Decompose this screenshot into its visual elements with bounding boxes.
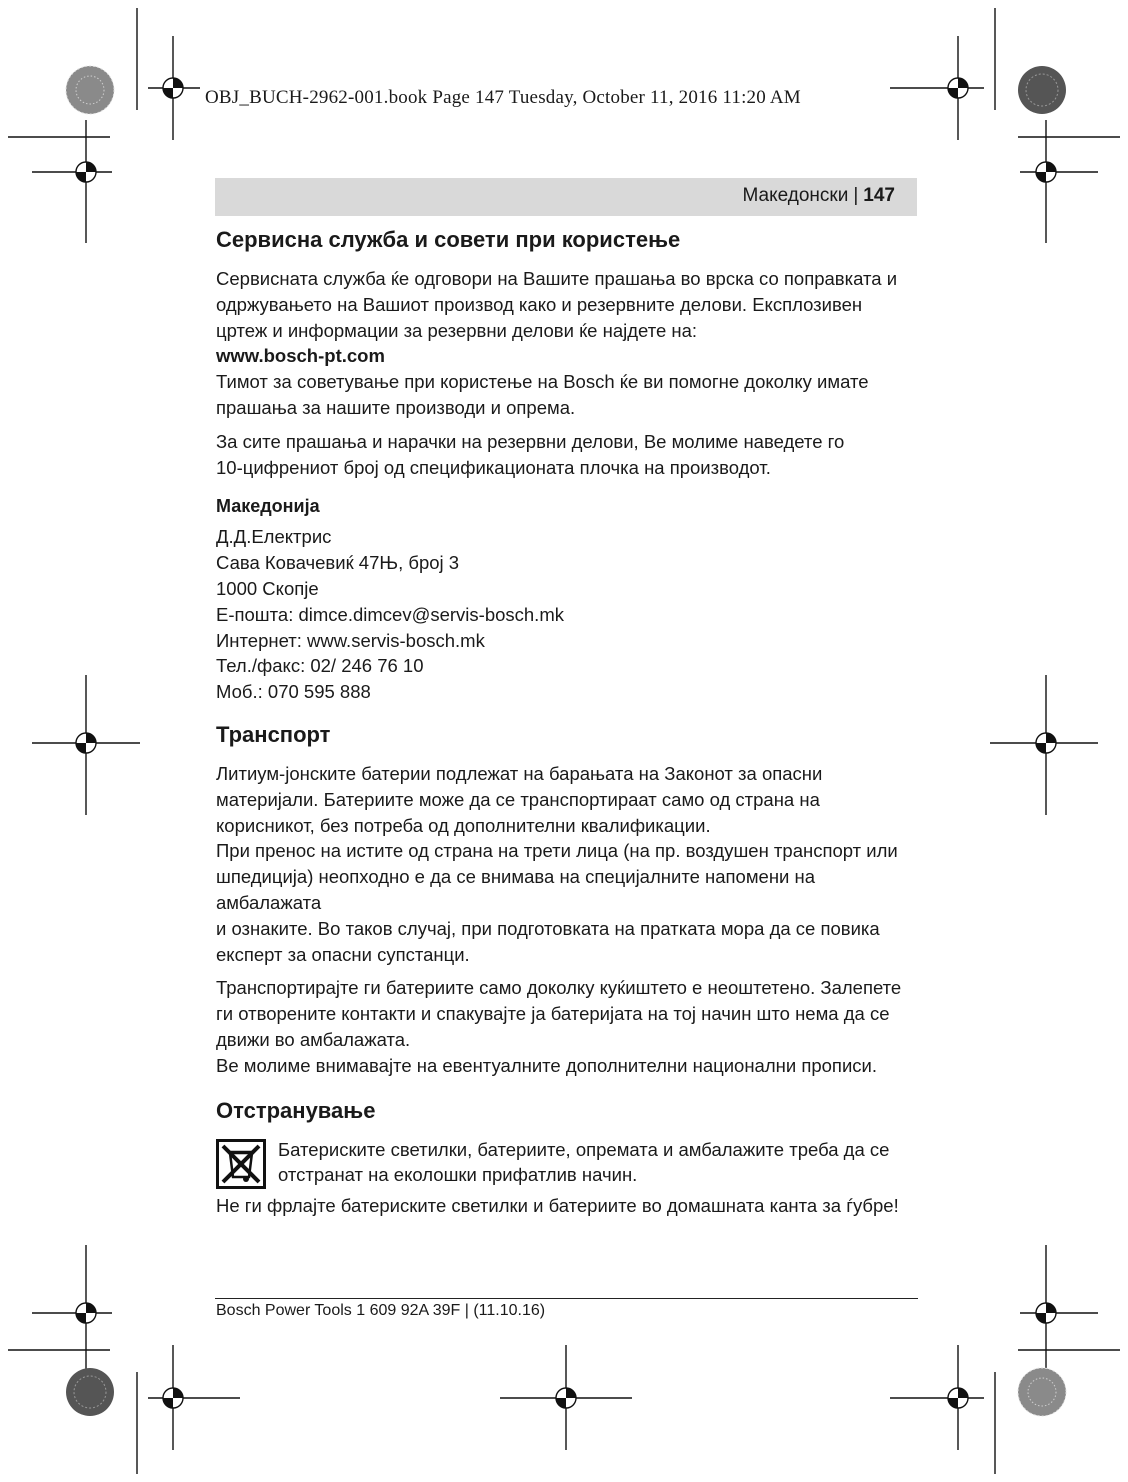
page-number: 147 — [863, 185, 895, 206]
disposal-notice — [216, 1137, 921, 1189]
disposal-heading: Отстранување — [216, 1097, 376, 1123]
contact-line: Сава Ковачевиќ 47Њ, број 3 — [216, 552, 460, 574]
transport-heading: Транспорт — [216, 721, 331, 747]
contact-phone-fax: Тел./факс: 02/ 246 76 10 — [216, 655, 424, 677]
service-paragraph-2: За сите прашања и нарачки на резервни делови, Ве молиме наведете го 10-цифрениот број од спецификационата плочка на производот. — [216, 430, 845, 478]
transport-paragraph-2: Транспортирајте ги батериите само доколку куќиштето е неоштетено. Залепете ги отворените контакти и спакувајте ја батеријата на тој начин што нема да се движи во амбалажата. Ве молиме внимавајте на евентуалните дополнителни национални прописи. — [216, 977, 902, 1076]
contact-website[interactable]: Интернет: www.servis-bosch.mk — [216, 629, 485, 651]
page-content — [216, 226, 921, 1218]
service-heading: Сервисна служба и совети при користење — [216, 227, 681, 252]
header-separator: | — [853, 185, 859, 206]
contact-mobile: Моб.: 070 595 888 — [216, 681, 371, 703]
book-slug-line: OBJ_BUCH-2962-001.book Page 147 Tuesday, October 11, 2016 11:20 AM — [205, 87, 801, 108]
crossed-out-wheelie-bin-icon — [216, 1139, 266, 1189]
contact-address-block — [216, 524, 921, 705]
running-header — [215, 178, 917, 216]
contact-country-heading: Македонија — [216, 496, 320, 517]
contact-line: Д.Д.Електрис — [216, 526, 332, 548]
contact-line: 1000 Скопје — [216, 577, 319, 599]
contact-email[interactable]: E-пошта: dimce.dimcev@servis-bosch.mk — [216, 603, 564, 625]
transport-paragraph-1: Литиум-јонските батерии подлежат на барањата на Законот за опасни материјали. Батериите може да се транспортираат само од страна на корисникот, без потреба од дополнителни квалификации. При пренос на истите од страна на трети лица (на пр. воздушен транспорт или шпедиција) неопходно е да се внимава на специјалните напомени на амбалажата и ознаките. Во таков случај, при подготовката на пратката мора да се повика експерт за опасни супстанци. — [216, 762, 898, 965]
footer-rule — [215, 1298, 918, 1299]
header-language: Македонски — [742, 185, 849, 206]
disposal-paragraph-2: Не ги фрлајте батериските светилки и батериите во домашната канта за ѓубре! — [216, 1194, 899, 1216]
footer-text: Bosch Power Tools 1 609 92A 39F | (11.10.16) — [216, 1302, 546, 1319]
service-paragraph-1: Сервисната служба ќе одговори на Вашите прашања во врска со поправката и одржувањето на Вашиот производ како и резервните делови. Експлозивен цртеж и информации за резервни делови ќе најдете на: www.bosch-pt.com Тимот за советување при користење на Bosch ќе ви помогне доколку имате прашања за нашите производи и опрема. — [216, 268, 898, 418]
disposal-paragraph-1: Батериските светилки, батериите, опремата и амбалажите треба да се отстранат на еколошки прифатлив начин. — [278, 1138, 890, 1186]
service-url-link[interactable]: www.bosch-pt.com — [216, 345, 385, 367]
